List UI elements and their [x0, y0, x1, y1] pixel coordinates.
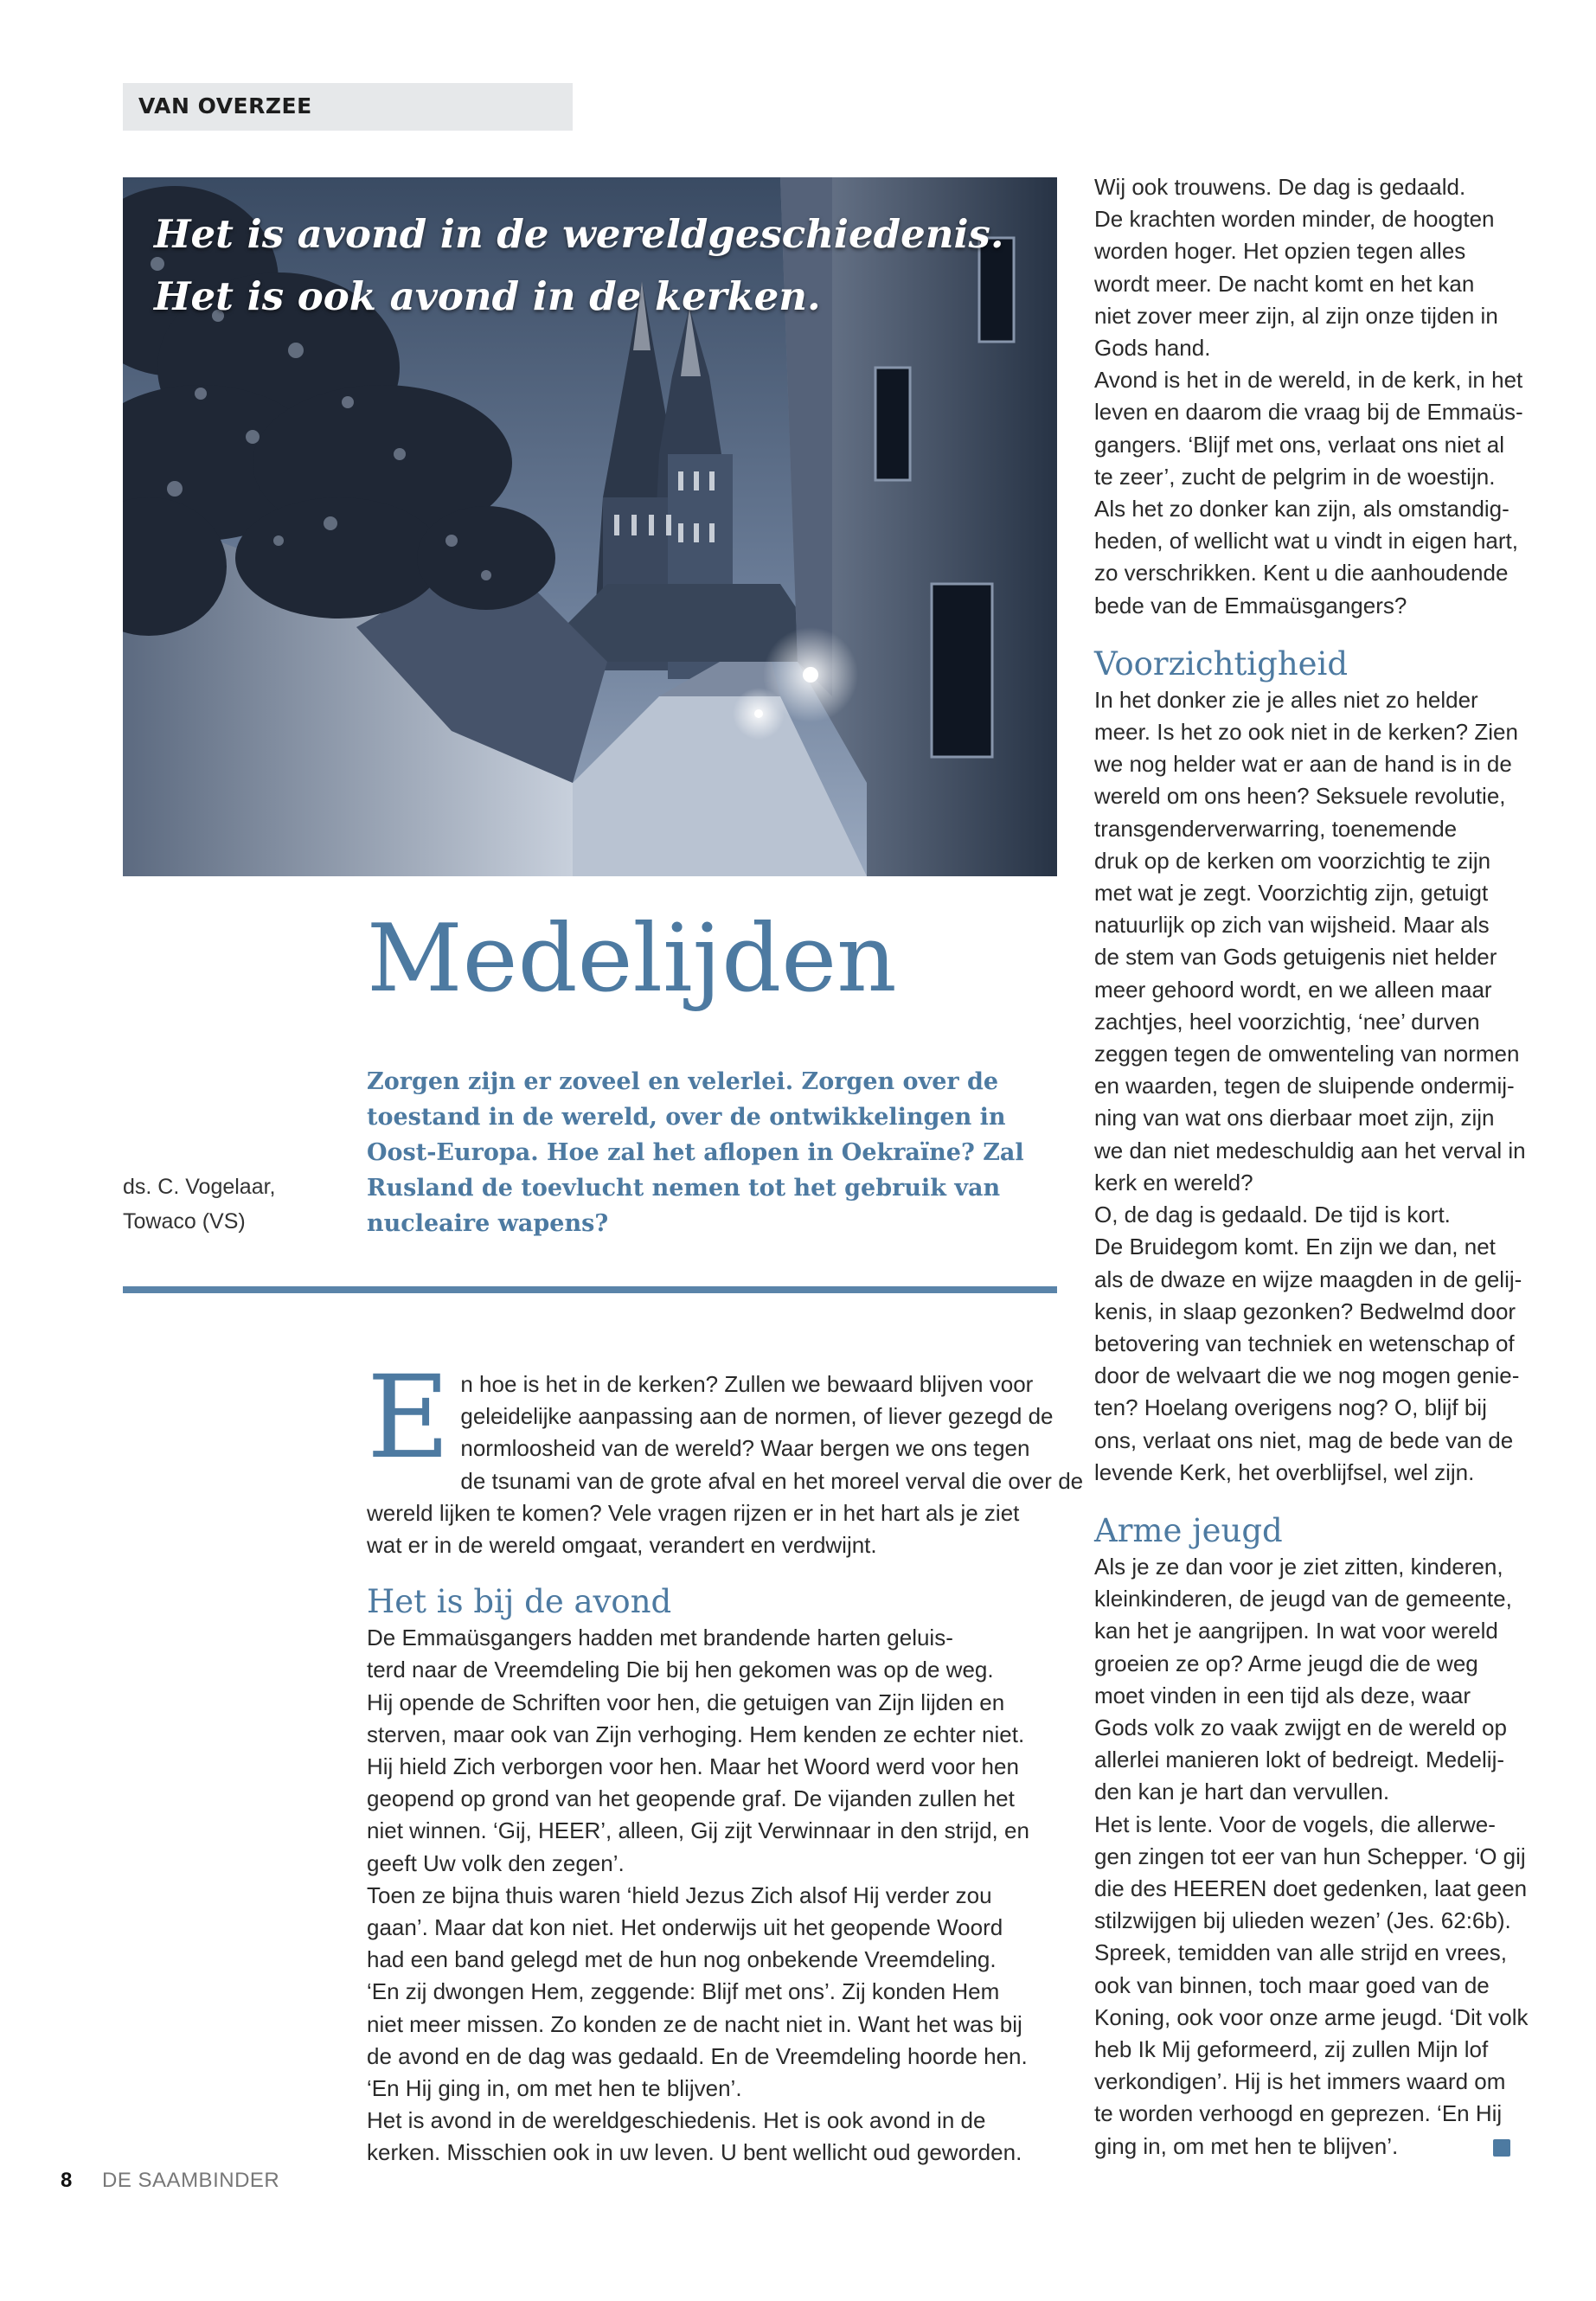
text-line: Spreek, temidden van alle strijd en vrees,	[1094, 1939, 1507, 1966]
photo-caption	[154, 203, 1004, 328]
text-line: gaan’. Maar dat kon niet. Het onderwijs uit het geopende Woord	[367, 1914, 1003, 1941]
text-line: kenis, in slaap gezonken? Bedwelmd door	[1094, 1298, 1516, 1324]
drop-cap: E	[367, 1351, 451, 1484]
text-line: kan het je aangrijpen. In wat voor wereld	[1094, 1618, 1498, 1644]
article-photo	[123, 177, 1057, 876]
text-line: had een band gelegd met de hun nog onbekende Vreemdeling.	[367, 1946, 997, 1973]
text-line: transgenderverwarring, toenemende	[1094, 815, 1458, 842]
text-line: De Bruidegom komt. En zijn we dan, net	[1094, 1234, 1496, 1260]
intro-paragraph	[367, 1351, 1084, 1561]
body-paragraph	[367, 1622, 1059, 2169]
body-paragraph	[1094, 1551, 1561, 2163]
text-line: geleidelijke aanpassing aan de normen, of liever gezegd de	[460, 1403, 1054, 1430]
text-line: meer. Is het zo ook niet in de kerken? Zien	[1094, 719, 1518, 746]
text-line: kerken. Misschien ook in uw leven. U bent wellicht oud geworden.	[367, 2139, 1022, 2166]
text-line: wordt meer. De nacht komt en het kan	[1094, 270, 1475, 297]
text-line: den kan je hart dan vervullen.	[1094, 1779, 1390, 1805]
text-line: betovering van techniek en wetenschap of	[1094, 1330, 1515, 1356]
text-line: te worden verhoogd en geprezen. ‘En Hij	[1094, 2100, 1503, 2127]
text-line: kerk en wereld?	[1094, 1169, 1253, 1195]
text-line: geopend op grond van het geopende graf. De vijanden zullen het	[367, 1785, 1015, 1812]
text-line: natuurlijk op zich van wijsheid. Maar als	[1094, 912, 1490, 939]
text-line: zo verschrikken. Kent u die aanhoudende	[1094, 560, 1509, 586]
text-line: Toen ze bijna thuis waren ‘hield Jezus Zich alsof Hij verder zou	[367, 1881, 992, 1908]
text-line: n hoe is het in de kerken? Zullen we bewaard blijven voor	[460, 1371, 1034, 1397]
page-number: 8	[61, 2169, 73, 2192]
text-line: terd naar de Vreemdeling Die bij hen gekomen was op de weg.	[367, 1657, 994, 1683]
text-line: heb Ik Mij geformeerd, zij zullen Mijn lof	[1094, 2035, 1489, 2062]
article-title: Medelijden	[367, 905, 897, 1013]
text-line: verkondigen’. Hij is het immers waard om	[1094, 2068, 1506, 2095]
text-line: ten? Hoelang overigens nog? O, blijf bij	[1094, 1394, 1487, 1421]
text-line: die des HEEREN doet gedenken, laat geen	[1094, 1875, 1528, 1901]
section-heading-voorzichtigheid: Voorzichtigheid	[1094, 644, 1349, 683]
text-line: stilzwijgen bij ulieden wezen’ (Jes. 62:6b).	[1094, 1907, 1511, 1934]
text-line: normloosheid van de wereld? Waar bergen we ons tegen	[460, 1435, 1030, 1462]
text-line: Gods hand.	[1094, 335, 1211, 362]
text-line: we dan niet medeschuldig aan het verval in	[1094, 1137, 1526, 1163]
text-line: druk op de kerken om voorzichtig te zijn	[1094, 847, 1491, 874]
text-line: door de welvaart die we nog mogen genie-	[1094, 1362, 1520, 1389]
text-line: Hij opende de Schriften voor hen, die getuigen van Zijn lijden en	[367, 1689, 1005, 1715]
text-line: De Emmaüsgangers hadden met brandende harten geluis-	[367, 1625, 953, 1651]
article-lead: Zorgen zijn er zoveel en velerlei. Zorgen over de toestand in de wereld, over de ontwikkelingen in Oost-Europa. Hoe zal het aflopen in Oekraïne? Zal Rusland de toevlucht nemen tot het gebruik van nucleaire wapens?	[367, 1068, 1024, 1237]
author-name: ds. C. Vogelaar,	[123, 1175, 276, 1199]
text-line: leven en daarom die vraag bij de Emmaüs-	[1094, 399, 1523, 426]
text-line: sterven, maar ook van Zijn verhoging. Hem kenden ze echter niet.	[367, 1721, 1025, 1747]
text-line: ook van binnen, toch maar goed van de	[1094, 1971, 1490, 1998]
text-line: gen zingen tot eer van hun Schepper. ‘O gij	[1094, 1843, 1526, 1869]
photo-caption-line: Het is ook avond in de kerken.	[154, 273, 821, 319]
body-paragraph	[1094, 684, 1561, 1489]
body-paragraph	[1094, 171, 1561, 622]
section-label: VAN OVERZEE	[138, 93, 312, 119]
end-mark-icon	[1493, 2139, 1510, 2157]
text-line: als de dwaze en wijze maagden in de gelij-	[1094, 1266, 1522, 1292]
page-footer	[61, 2169, 279, 2193]
section-heading-jeugd: Arme jeugd	[1094, 1511, 1283, 1549]
text-line: Hij hield Zich verborgen voor hen. Maar het Woord werd voor hen	[367, 1753, 1019, 1780]
text-line: de tsunami van de grote afval en het moreel verval die over de	[460, 1467, 1084, 1494]
text-line: en waarden, tegen de sluipende ondermij-	[1094, 1073, 1515, 1099]
text-line: de stem van Gods getuigenis niet helder	[1094, 944, 1497, 971]
text-line: ‘En zij dwongen Hem, zeggende: Blijf met ons’. Zij konden Hem	[367, 1978, 1000, 2005]
text-line: Het is lente. Voor de vogels, die allerwe-	[1094, 1811, 1496, 1837]
photo-caption-line: Het is avond in de wereldgeschiedenis.	[154, 211, 1004, 257]
text-line: wereld om ons heen? Seksuele revolutie,	[1094, 783, 1506, 810]
text-line: heden, of wellicht wat u vindt in eigen hart,	[1094, 528, 1518, 554]
section-tag	[123, 83, 573, 131]
text-line: de avond en de dag was gedaald. En de Vreemdeling hoorde hen.	[367, 2042, 1028, 2069]
text-line: Als je ze dan voor je ziet zitten, kinderen,	[1094, 1553, 1503, 1580]
divider-rule	[123, 1286, 1057, 1293]
text-line: De krachten worden minder, de hoogten	[1094, 206, 1495, 233]
text-line: zachtjes, heel voorzichtig, ‘nee’ durven	[1094, 1008, 1480, 1035]
text-line: Het is avond in de wereldgeschiedenis. Het is ook avond in de	[367, 2107, 986, 2134]
text-line: zeggen tegen de omwenteling van normen	[1094, 1041, 1520, 1067]
text-line: worden hoger. Het opzien tegen alles	[1094, 238, 1466, 265]
author-location: Towaco (VS)	[123, 1209, 246, 1234]
section-heading-avond: Het is bij de avond	[367, 1583, 672, 1621]
text-line: bede van de Emmaüsgangers?	[1094, 592, 1407, 619]
text-line: niet zover meer zijn, al zijn onze tijden in	[1094, 302, 1498, 329]
text-line: niet meer missen. Zo konden ze de nacht niet in. Want het was bij	[367, 2010, 1022, 2037]
text-line: ning van wat ons dierbaar moet zijn, zijn	[1094, 1105, 1495, 1131]
author-byline	[123, 1170, 276, 1239]
text-line: Koning, ook voor onze arme jeugd. ‘Dit volk	[1094, 2003, 1529, 2030]
text-line: we nog helder wat er aan de hand is in de	[1094, 751, 1512, 778]
text-line: moet vinden in een tijd als deze, waar	[1094, 1682, 1471, 1708]
text-line: niet winnen. ‘Gij, HEER’, alleen, Gij zijt Verwinnaar in den strijd, en	[367, 1817, 1029, 1844]
text-line: Avond is het in de wereld, in de kerk, in het	[1094, 367, 1523, 394]
text-line: levende Kerk, het overblijfsel, wel zijn.	[1094, 1458, 1475, 1485]
text-line: te zeer’, zucht de pelgrim in de woestijn.	[1094, 463, 1496, 490]
text-line: allerlei manieren lokt of bedreigt. Medelij-	[1094, 1747, 1505, 1773]
text-line: geeft Uw volk den zegen’.	[367, 1849, 625, 1876]
magazine-name: DE SAAMBINDER	[102, 2169, 280, 2192]
text-line: meer gehoord wordt, en we alleen maar	[1094, 976, 1492, 1003]
text-line: kleinkinderen, de jeugd van de gemeente,	[1094, 1586, 1512, 1612]
text-line: Gods volk zo vaak zwijgt en de wereld op	[1094, 1714, 1507, 1740]
text-line: Wij ook trouwens. De dag is gedaald.	[1094, 174, 1466, 200]
text-line: groeien ze op? Arme jeugd die de weg	[1094, 1650, 1478, 1676]
text-line: ‘En Hij ging in, om met hen te blijven’.	[367, 2075, 742, 2102]
text-line: met wat je zegt. Voorzichtig zijn, getuigt	[1094, 880, 1489, 907]
left-column	[367, 1351, 1084, 2170]
text-line: wat er in de wereld omgaat, verandert en verdwijnt.	[367, 1532, 877, 1559]
right-column	[1094, 171, 1561, 2163]
text-line: O, de dag is gedaald. De tijd is kort.	[1094, 1202, 1451, 1228]
text-line: ons, verlaat ons niet, mag de bede van de	[1094, 1426, 1514, 1453]
text-line: In het donker zie je alles niet zo helder	[1094, 686, 1478, 713]
text-line: gangers. ‘Blijf met ons, verlaat ons niet al	[1094, 431, 1505, 458]
text-line	[1094, 2131, 1561, 2163]
text-line-content: ging in, om met hen te blijven’.	[1094, 2132, 1399, 2159]
text-line: wereld lijken te komen? Vele vragen rijzen er in het hart als je ziet	[367, 1499, 1020, 1526]
text-line: Als het zo donker kan zijn, als omstandig-	[1094, 496, 1509, 522]
